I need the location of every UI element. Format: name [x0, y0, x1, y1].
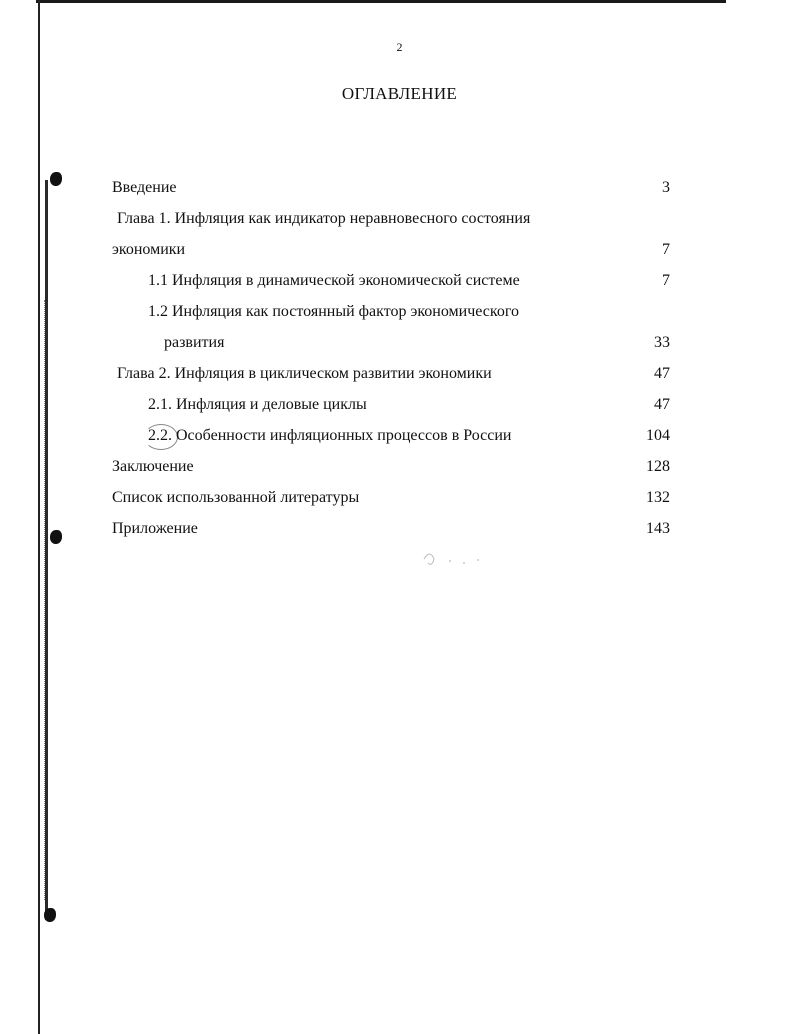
toc-page-2-2: 104 — [646, 427, 670, 444]
toc-entry-appendix[interactable]: Приложение — [112, 520, 198, 537]
scan-speck-icon — [420, 545, 490, 575]
toc-entry-conclusion[interactable]: Заключение — [112, 458, 194, 475]
toc-entry-2-1[interactable]: 2.1. Инфляция и деловые циклы — [148, 396, 367, 413]
toc-entry-1-2[interactable]: 1.2 Инфляция как постоянный фактор экономического — [148, 303, 520, 320]
toc-page-2-1: 47 — [654, 396, 670, 413]
toc-page-references: 132 — [646, 489, 670, 506]
toc-page-chapter2: 47 — [654, 365, 670, 382]
toc-page-1-2: 33 — [654, 334, 670, 351]
toc-page-appendix: 143 — [646, 520, 670, 537]
binding-dots — [44, 300, 46, 900]
toc-page-conclusion: 128 — [646, 458, 670, 475]
binding-hole-icon — [44, 908, 56, 922]
binding-hole-icon — [50, 530, 62, 544]
scan-border-top — [36, 0, 726, 3]
binding-hole-icon — [50, 172, 62, 186]
scan-border-left — [38, 0, 40, 1034]
toc-entry-intro[interactable]: Введение — [112, 179, 177, 196]
toc-page-1-1: 7 — [662, 272, 670, 289]
toc-page-intro: 3 — [662, 179, 670, 196]
toc-entry-references[interactable]: Список использованной литературы — [112, 489, 360, 506]
toc-entry-chapter1-cont[interactable]: экономики — [112, 241, 186, 258]
toc-page-chapter1: 7 — [662, 241, 670, 258]
toc-entry-1-1[interactable]: 1.1 Инфляция в динамической экономической системе — [148, 272, 520, 289]
toc-entry-chapter1[interactable]: Глава 1. Инфляция как индикатор неравновесного состояния — [117, 210, 531, 227]
toc-entry-2-2[interactable]: 2.2. Особенности инфляционных процессов в России — [148, 427, 512, 444]
page-title: ОГЛАВЛЕНИЕ — [341, 84, 458, 103]
toc-entry-chapter2[interactable]: Глава 2. Инфляция в циклическом развитии экономики — [117, 365, 492, 382]
toc-entry-1-2-cont[interactable]: развития — [164, 334, 225, 351]
page-number: 2 — [396, 40, 403, 54]
